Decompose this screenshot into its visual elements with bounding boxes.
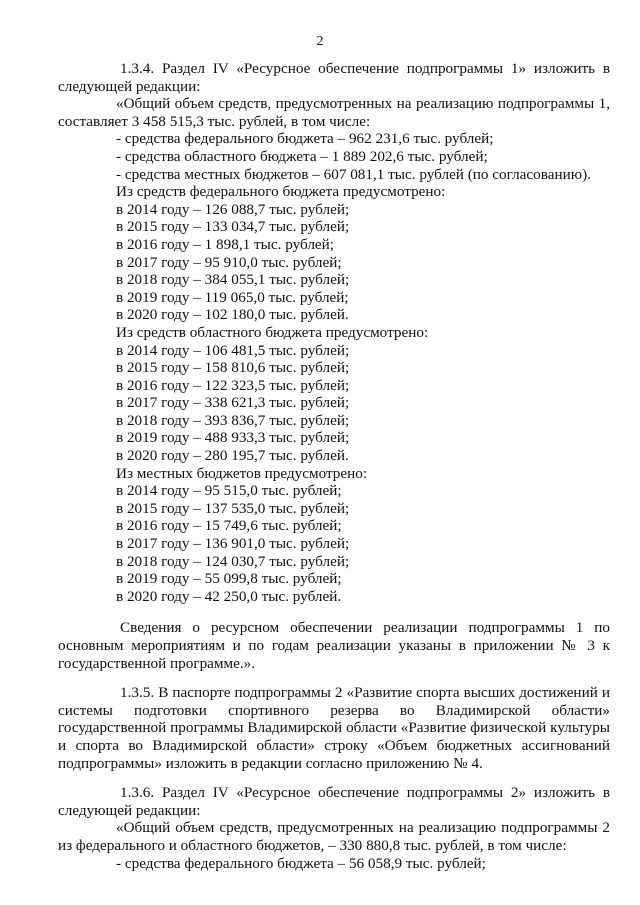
local-title: Из местных бюджетов предусмотрено: [116,464,368,482]
local-year-2014: в 2014 году – 95 515,0 тыс. рублей; [116,482,342,500]
federal-title: Из средств федерального бюджета предусмотрено: [116,183,446,201]
federal-year-2016: в 2016 году – 1 898,1 тыс. рублей; [116,235,334,253]
local-year-2019: в 2019 году – 55 099,8 тыс. рублей; [116,570,342,588]
local-year-2017: в 2017 году – 136 901,0 тыс. рублей; [116,535,350,553]
federal-year-2019: в 2019 году – 119 065,0 тыс. рублей; [116,288,349,306]
section-134-total: «Общий объем средств, предусмотренных на реализацию подпрограммы 1, составляет 3 458 515,3 тыс. рублей, в том числе: [58,95,610,130]
federal-year-2020: в 2020 году – 102 180,0 тыс. рублей. [116,306,349,324]
bullet-local: - средства местных бюджетов – 607 081,1 тыс. рублей (по согласованию). [116,165,591,183]
regional-year-2015: в 2015 году – 158 810,6 тыс. рублей; [116,359,350,377]
local-year-2018: в 2018 году – 124 030,7 тыс. рублей; [116,552,350,570]
bullet-regional: - средства областного бюджета – 1 889 202,6 тыс. рублей; [116,147,488,165]
federal-year-2015: в 2015 году – 133 034,7 тыс. рублей; [116,218,350,236]
federal-year-2018: в 2018 году – 384 055,1 тыс. рублей; [116,271,350,289]
local-year-2015: в 2015 году – 137 535,0 тыс. рублей; [116,499,350,517]
section-134-info: Сведения о ресурсном обеспечении реализации подпрограммы 1 по основным мероприятиям и по годам реализации указаны в приложении № 3 к государственной программе.». [58,619,610,672]
local-year-2016: в 2016 году – 15 749,6 тыс. рублей; [116,517,342,535]
section-136-bullet-federal: - средства федерального бюджета – 56 058,9 тыс. рублей; [116,854,486,872]
regional-title: Из средств областного бюджета предусмотрено: [116,323,429,341]
section-135-text: 1.3.5. В паспорте подпрограммы 2 «Развитие спорта высших достижений и системы подготовки спортивного резерва во Владимирской области» государственной программы Владимирской области «Развитие физической культуры и спорта во Владимирской области» строку «Объем бюджетных ассигнований подпрограммы» изложить в редакции согласно приложению № 4. [58,684,610,772]
bullet-federal: - средства федерального бюджета – 962 231,6 тыс. рублей; [116,130,494,148]
federal-year-2014: в 2014 году – 126 088,7 тыс. рублей; [116,200,350,218]
document-body [58,60,610,872]
local-year-2020: в 2020 году – 42 250,0 тыс. рублей. [116,587,342,605]
regional-year-2018: в 2018 году – 393 836,7 тыс. рублей; [116,411,350,429]
regional-year-2019: в 2019 году – 488 933,3 тыс. рублей; [116,429,350,447]
section-136-heading: 1.3.6. Раздел IV «Ресурсное обеспечение подпрограммы 2» изложить в следующей редакции: [58,784,610,819]
page-number: 2 [316,34,324,49]
regional-year-2016: в 2016 году – 122 323,5 тыс. рублей; [116,376,350,394]
section-136-total: «Общий объем средств, предусмотренных на реализацию подпрограммы 2 из федерального и областного бюджетов, – 330 880,8 тыс. рублей, в том числе: [58,819,610,854]
section-134-heading: 1.3.4. Раздел IV «Ресурсное обеспечение подпрограммы 1» изложить в следующей редакции: [58,60,610,95]
regional-year-2017: в 2017 году – 338 621,3 тыс. рублей; [116,394,350,412]
federal-year-2017: в 2017 году – 95 910,0 тыс. рублей; [116,253,342,271]
regional-year-2020: в 2020 году – 280 195,7 тыс. рублей. [116,447,349,465]
regional-year-2014: в 2014 году – 106 481,5 тыс. рублей; [116,341,350,359]
